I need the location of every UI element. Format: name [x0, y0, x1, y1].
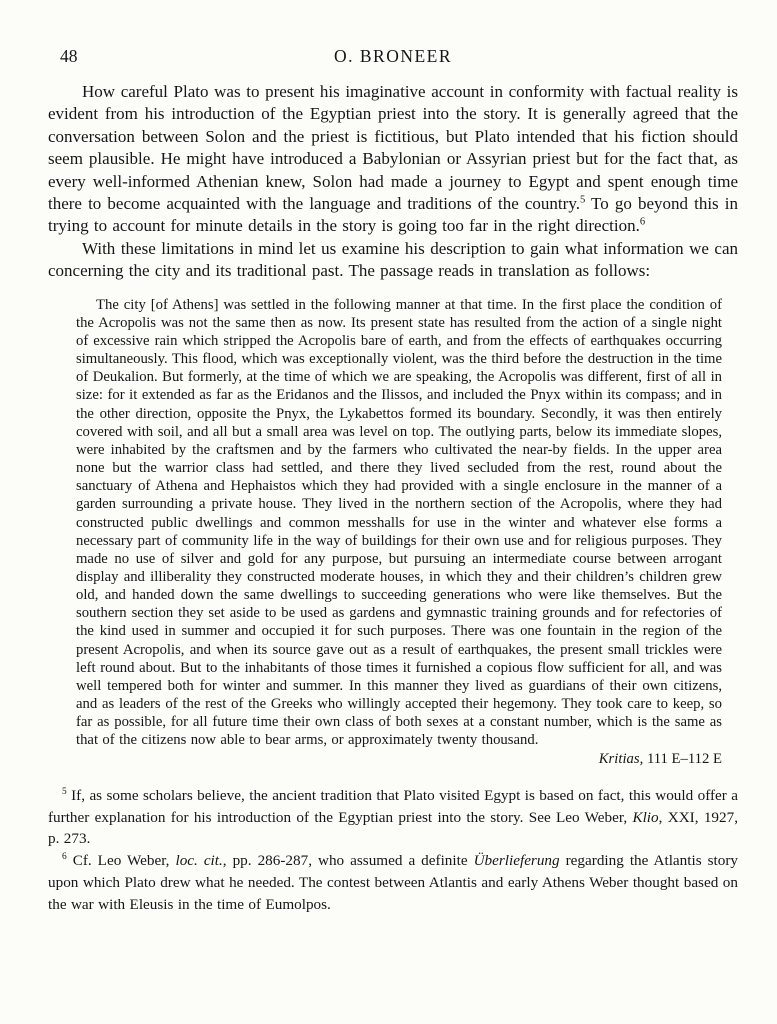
footnote-5 [48, 785, 738, 850]
quote-attribution [76, 750, 722, 768]
footnote-5-text-b: , XXI, 1927, p. 273. [48, 808, 738, 848]
footnotes-section [48, 785, 738, 916]
footnote-6-marker: 6 [62, 852, 67, 863]
quote-text: The city [of Athens] was settled in the following manner at that time. In the first place the condition of the Acropolis was not the same then as now. Its present state has resulted from the action of a single night of excessive rain which stripped the Acropolis bare of earth, and from the effects of earthquakes occurring simultaneously. This flood, which was exceptionally violent, was the third before the destruction in the time of Deukalion. But formerly, at the time of which we are speaking, the Acropolis was different, first of all in size: for it extended as far as the Eridanos and the Ilissos, and included the Pnyx within its compass; and in the other direction, opposite the Pnyx, the Lykabettos formed its boundary. Secondly, it was then entirely covered with soil, and all but a small area was level on top. The outlying parts, below its immediate slopes, were inhabited by the craftsmen and by the farmers who cultivated the near-by fields. In the upper area none but the warrior class had settled, and there they lived secluded from the rest, round about the sanctuary of Athena and Hephaistos which they had provided with a single enclosure in the manner of a garden surrounding a private house. They lived in the northern section of the Acropolis, where they had constructed public dwellings and common messhalls for use in the winter and whatever else forms a necessary part of community life in the way of buildings for their own use and for religious purposes. They made no use of silver and gold for any purpose, but pursuing an intermediate course between arrogant display and illiberality they constructed moderate houses, in which they and their children’s children grew old, and handed down the same dwellings to succeeding generations who were like themselves. But the southern section they set aside to be used as gardens and gymnastic training grounds and for refectories of the kind used in summer and occupied it for such purposes. There was one fountain in the region of the present Acropolis, and when its source gave out as a result of earthquakes, the present small trickles were left round about. But to the inhabitants of those times it furnished a copious flow sufficient for all, and was well tempered both for winter and summer. In this manner they lived as guardians of their own citizens, and as leaders of the rest of the Greeks who willingly accepted their hegemony. They took care to keep, so far as possible, for all future time their own class of both sexes at a constant number, which is the same as that of the citizens now able to bear arms, or approximately twenty thousand. [76, 296, 722, 749]
quote-source-title: Kritias, [598, 750, 644, 767]
footnote-5-text-a: If, as some scholars believe, the ancient tradition that Plato visited Egypt is based on fact, this would offer a further explanation for his introduction of the Egyptian priest into the story. See Leo Weber, [48, 786, 738, 826]
quote-source-ref: 111 E–112 E [643, 750, 722, 767]
paragraph-1 [48, 81, 738, 238]
footnote-6 [48, 850, 738, 915]
page-content [48, 40, 738, 916]
footnote-6-text-c: regarding the Atlantis story upon which Plato drew what he needed. The contest between Atlantis and early Athens Weber thought based on the war with Eleusis in the time of Eumolpos. [48, 852, 738, 913]
footnote-6-uberlieferung: Überlieferung [473, 852, 560, 870]
footnote-5-marker: 5 [62, 786, 67, 797]
footnote-6-loc-cit: loc. cit. [175, 852, 223, 870]
block-quote [76, 296, 722, 768]
footnote-6-text-a: Cf. Leo Weber, [66, 852, 176, 870]
footnote-6-text-b: , pp. 286-287, who assumed a definite [222, 852, 474, 870]
paragraph-2: With these limitations in mind let us examine his description to gain what information we can concerning the city and its traditional past. The passage reads in translation as follows: [48, 238, 738, 281]
page-header [48, 45, 738, 69]
paragraph-1-text-a: How careful Plato was to present his imaginative account in conformity with factual reality is evident from his introduction of the Egyptian priest into the story. It is generally agreed that the conversation between Solon and the priest is fictitious, but Plato intended that his fiction should seem plausible. He might have introduced a Babylonian or Assyrian priest but for the fact that, as every well-informed Athenian knew, Solon had made a journey to Egypt and spent enough time there to become acquainted with the language and traditions of the country. [48, 82, 738, 214]
footnote-ref-6: 6 [639, 216, 646, 228]
footnote-ref-5: 5 [579, 194, 586, 206]
page-number: 48 [60, 46, 78, 66]
paragraph-1-text-b: To go beyond this in trying to account for minute details in the story is going too far in the right direction. [48, 194, 738, 236]
running-title: O. BRONEER [333, 46, 453, 66]
footnote-5-journal-title: Klio [632, 808, 659, 826]
